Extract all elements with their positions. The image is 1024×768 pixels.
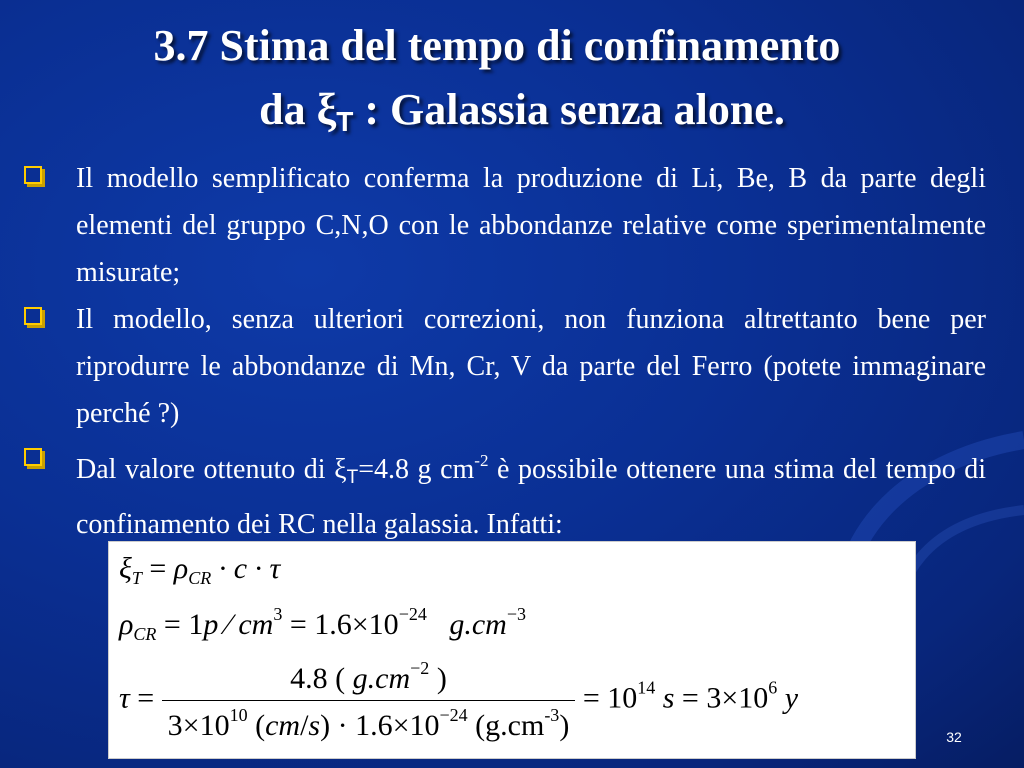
equation-rho-cr: $\rho_{CR} = 1p$ ⁄ $cm^3 = 1.6\times 10^{-24}$ $g.cm^{-3}$: [119, 604, 526, 644]
fraction-denominator: $3\times 10^{10}$ $(cm/s) \cdot 1.6\times 10^{-24}$ $(g.cm^{-3})$: [162, 700, 576, 743]
page-number: 32: [946, 729, 962, 745]
title-line-2: da ξT : Galassia senza alone.: [259, 85, 785, 137]
slide-title: [0, 14, 1024, 154]
square-bullet-icon: [24, 166, 42, 184]
square-bullet-icon: [24, 307, 42, 325]
equation-tau: τ = $\frac{4.8 ( g.cm^{-2} )}{3\times 10^{10} (cm/s) \cdot 1.6\times 10^{-24} (g.cm^{-3})}$ = $10^{14}$ $s = 3\times 10^6$ y: [119, 658, 799, 742]
bullet-list: [22, 155, 986, 548]
bullet-item-1: Il modello semplificato conferma la produzione di Li, Be, B da parte degli elementi del gruppo C,N,O con le abbondanze relative come sperimentalmente misurate;: [22, 155, 986, 296]
fraction-numerator: 4.8 ( $g.cm^{-2}$ ): [290, 658, 447, 695]
bullet-item-2: Il modello, senza ulteriori correzioni, non funziona altrettanto bene per riprodurre le abbondanze di Mn, Cr, V da parte del Ferro (potete immaginare perché ?): [22, 296, 986, 437]
formula-box: [108, 541, 916, 759]
bullet-item-3: Dal valore ottenuto di ξT=4.8 g $cm^{-2}$ è possibile ottenere una stima del tempo di confinamento dei RC nella galassia. Infatti:: [22, 437, 986, 548]
tau-fraction: [162, 658, 576, 743]
title-line-1: 3.7 Stima del tempo di confinamento: [153, 21, 841, 70]
equation-xi-t: $\xi_T = \rho_{CR} \cdot c \cdot \tau$: [119, 552, 281, 588]
square-bullet-icon: [24, 448, 42, 466]
